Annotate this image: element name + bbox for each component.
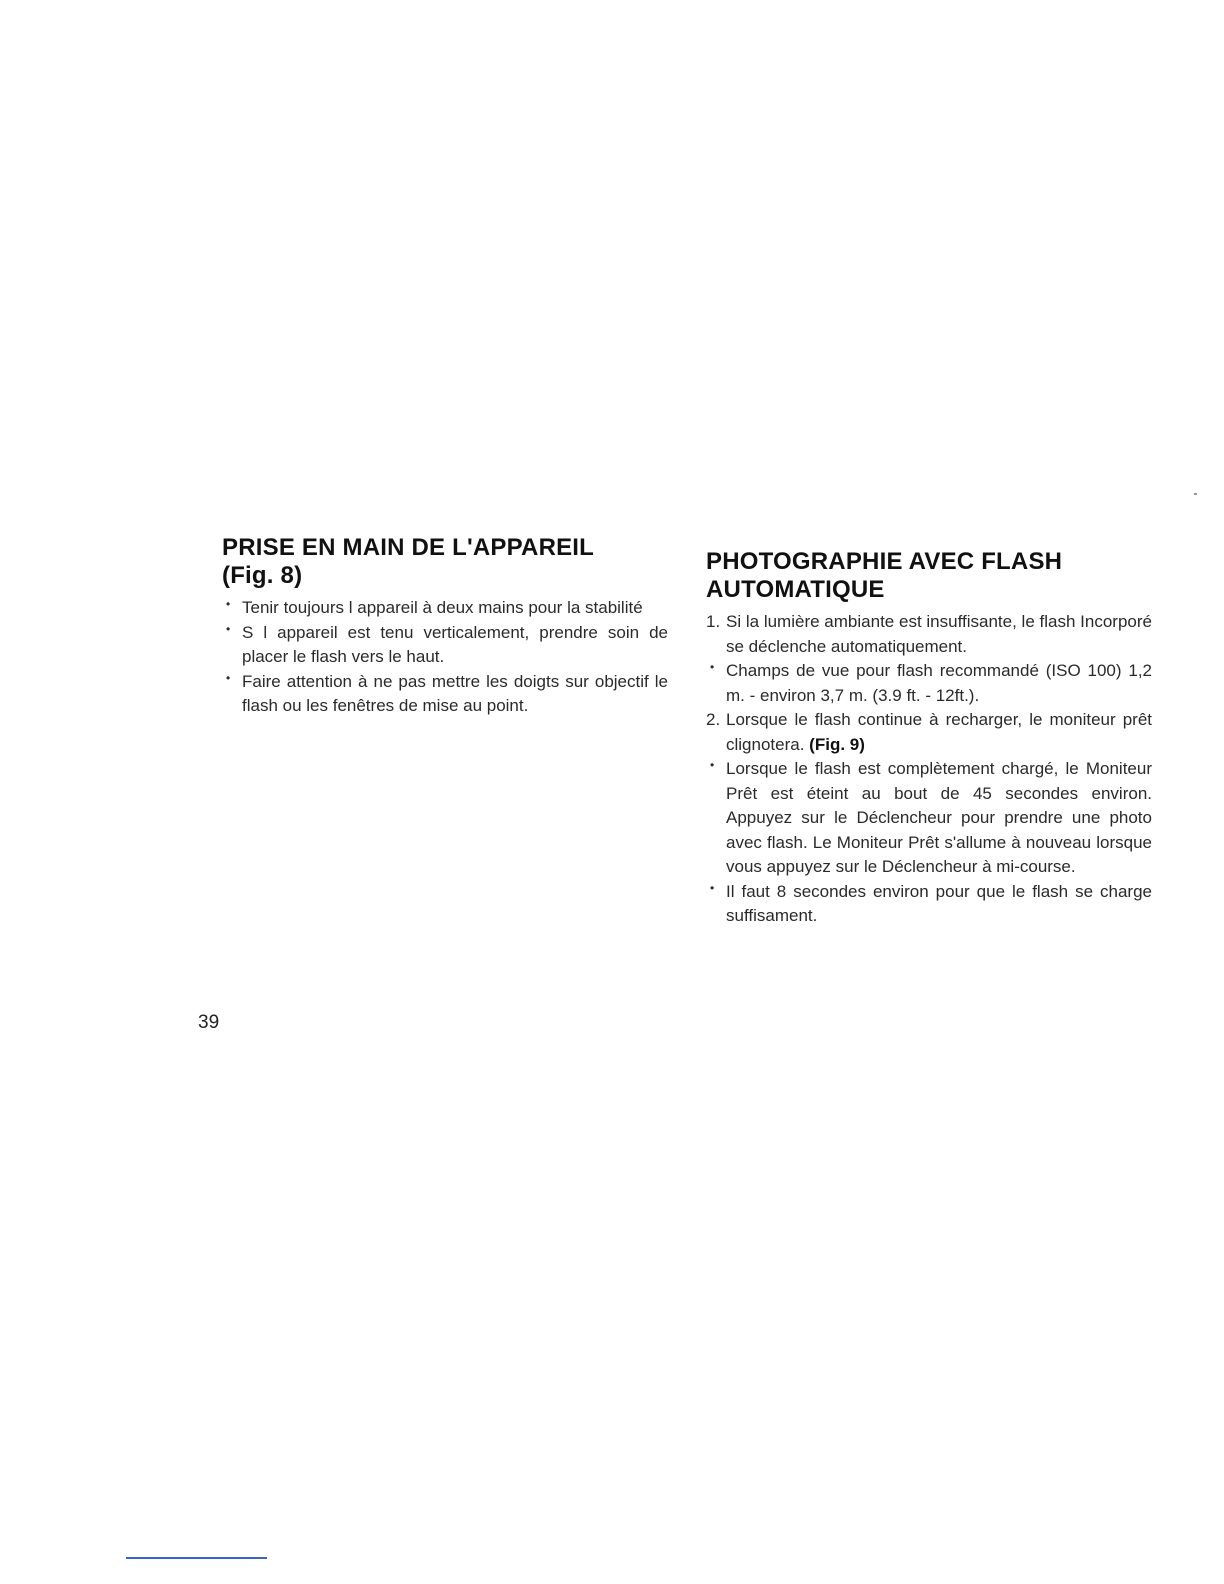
list-item-text: Il faut 8 secondes environ pour que le flash se charge suffisament.	[726, 881, 1152, 925]
section-heading	[706, 548, 1152, 604]
section-body	[222, 596, 668, 719]
section-prise-en-main	[222, 534, 668, 719]
bullet-marker: •	[710, 880, 715, 895]
list-item	[706, 757, 1152, 880]
list-item-text: S l appareil est tenu verticalement, prendre soin de placer le flash vers le haut.	[242, 622, 668, 666]
list-item-text: Champs de vue pour flash recommandé (ISO 100) 1,2 m. - environ 3,7 m. (3.9 ft. - 12ft.).	[726, 661, 1152, 705]
section-body	[706, 610, 1152, 929]
bullet-marker: •	[710, 660, 715, 674]
list-item	[706, 659, 1152, 708]
list-item-text: Lorsque le flash continue à recharger, le moniteur prêt clignotera.	[726, 710, 1152, 754]
bullet-marker: •	[226, 670, 231, 685]
numbered-item	[706, 610, 1152, 659]
list-item-text: Tenir toujours l appareil à deux mains pour la stabilité	[242, 598, 643, 617]
scan-speck	[1194, 493, 1197, 495]
number-marker: 2.	[706, 710, 721, 729]
list-item	[706, 880, 1152, 929]
bullet-marker: •	[226, 597, 231, 611]
figure-reference: (Fig. 9)	[809, 734, 865, 754]
list-item-text: Faire attention à ne pas mettre les doigts sur objectif le flash ou les fenêtres de mise au point.	[242, 671, 668, 715]
section-flash-automatique	[706, 548, 1152, 929]
list-item	[222, 596, 668, 621]
numbered-item	[706, 708, 1152, 757]
bottom-divider	[126, 1557, 267, 1559]
list-item-text: Lorsque le flash est complètement chargé, le Moniteur Prêt est éteint au bout de 45 secondes environ. Appuyez sur le Déclencheur pour prendre une photo avec flash. Le Moniteur Prêt s'allume à nouveau lorsque vous appuyez sur le Déclencheur à mi-course.	[726, 759, 1152, 876]
bullet-marker: •	[710, 758, 715, 772]
list-item	[222, 670, 668, 719]
bullet-marker: •	[226, 621, 231, 636]
section-heading	[222, 534, 668, 590]
heading-line: PHOTOGRAPHIE AVEC FLASH	[706, 548, 1063, 575]
heading-line: AUTOMATIQUE	[706, 576, 885, 603]
number-marker: 1.	[706, 612, 721, 631]
heading-line: (Fig. 8)	[222, 562, 303, 589]
list-item	[222, 621, 668, 670]
page-number: 39	[198, 1012, 220, 1033]
heading-line: PRISE EN MAIN DE L'APPAREIL	[222, 534, 595, 561]
list-item-text: Si la lumière ambiante est insuffisante, le flash Incorporé se déclenche automatiquement.	[726, 612, 1152, 656]
